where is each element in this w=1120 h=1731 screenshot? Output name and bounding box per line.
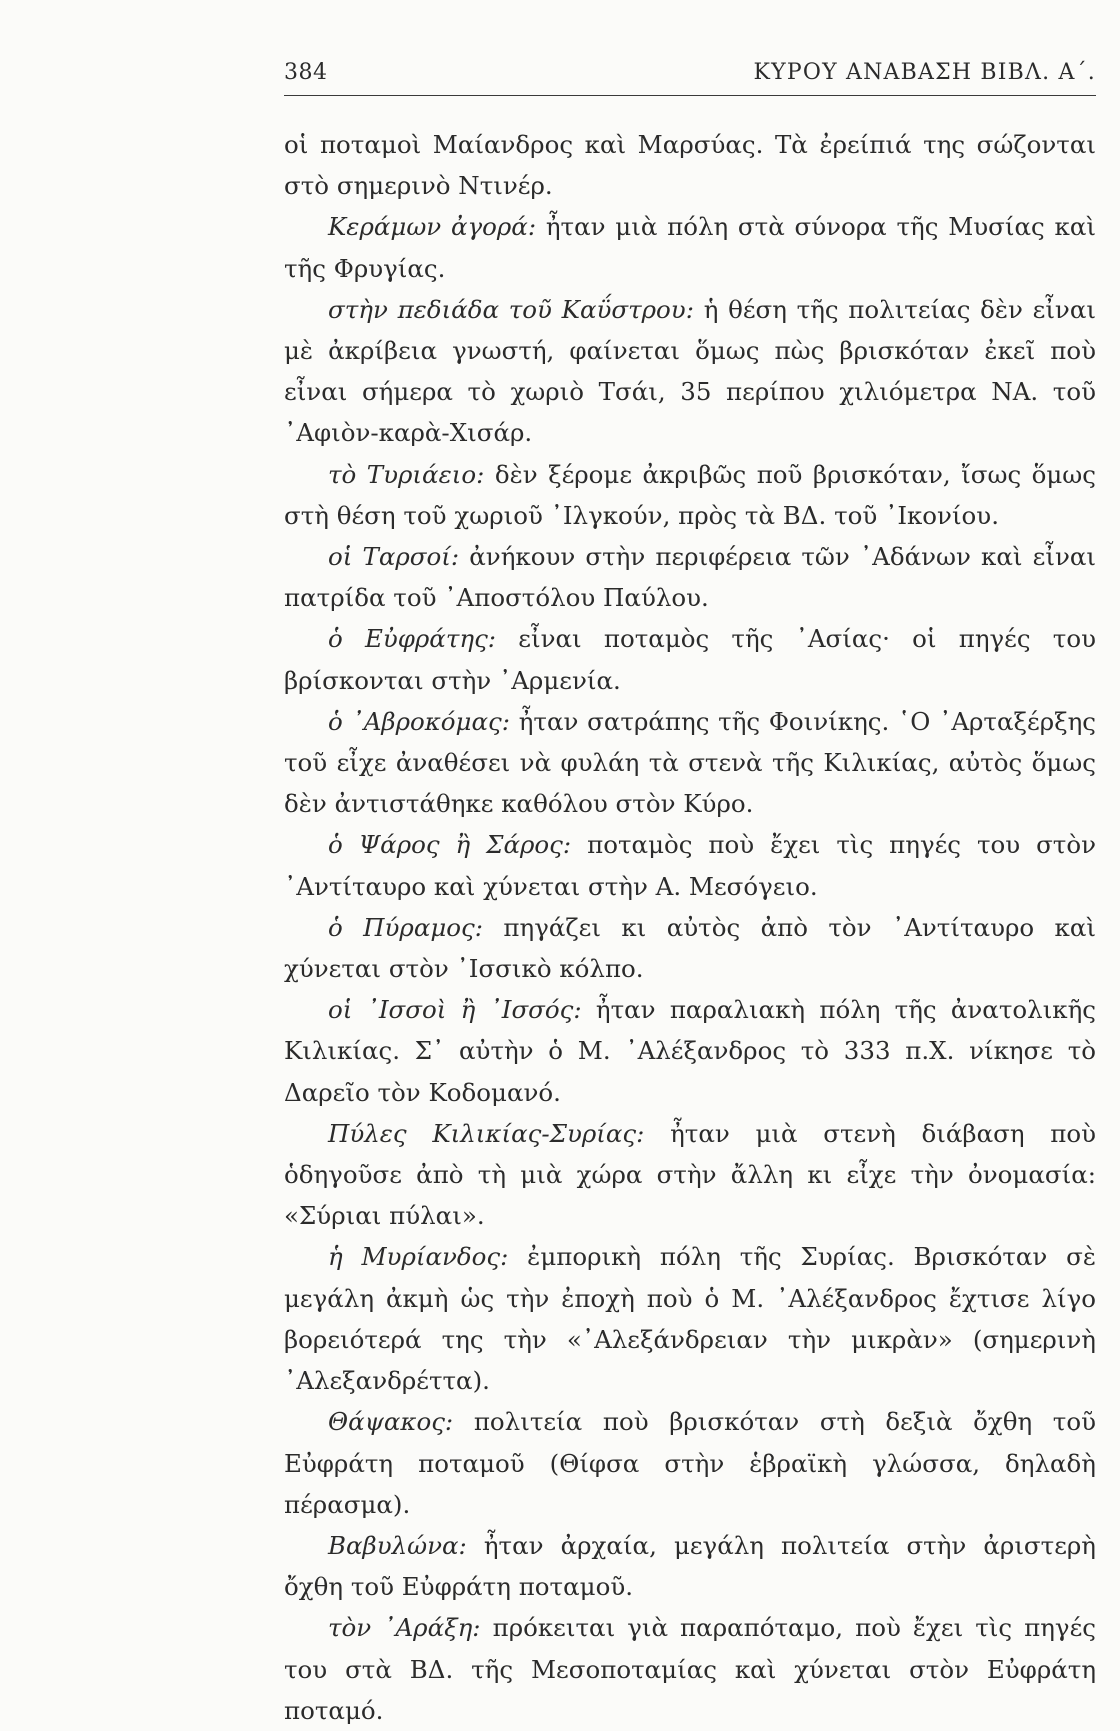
entry-description: εἶναι ποταμὸς τῆς ᾿Ασίας· οἱ πηγές του βρίσκονται στὴν ᾿Αρμενία.: [284, 624, 1096, 695]
entry-description: οἱ ποταμοὶ Μαίανδρος καὶ Μαρσύας. Τὰ ἐρείπιά της σώζονται στὸ σημερινὸ Ντινέρ.: [284, 130, 1096, 201]
glossary-entry: [284, 1525, 1096, 1607]
entry-term: τὸν ᾿Αράξη:: [328, 1613, 481, 1643]
entry-description: ἦταν σατράπης τῆς Φοινίκης. ῾Ο ᾿Αρταξέρξης τοῦ εἶχε ἀναθέσει νὰ φυλάη τὰ στενὰ τῆς Κιλικίας, αὐτὸς ὅμως δὲν ἀντιστάθηκε καθόλου στὸν Κύρο.: [284, 706, 1097, 819]
entry-term: ὁ Εὐφράτης:: [328, 624, 497, 654]
glossary-entry: [284, 1113, 1096, 1237]
glossary-entry: [284, 989, 1096, 1113]
running-title: ΚΥΡΟΥ ΑΝΑΒΑΣΗ ΒΙΒΛ. Α΄.: [753, 60, 1096, 85]
entry-term: Θάψακος:: [328, 1407, 454, 1437]
entry-term: Βαβυλώνα:: [328, 1530, 467, 1560]
entry-term: ἡ Μυρίανδος:: [328, 1242, 509, 1272]
entry-description: πρόκειται γιὰ παραπόταμο, ποὺ ἔχει τὶς πηγές του στὰ ΒΔ. τῆς Μεσοποταμίας καὶ χύνεται στὸν Εὐφράτη ποταμό.: [284, 1613, 1096, 1725]
glossary-entry: [284, 1607, 1096, 1731]
entry-term: ὁ Πύραμος:: [328, 912, 484, 942]
glossary-entry: [284, 206, 1096, 288]
glossary-entry: [284, 1401, 1096, 1525]
entry-term: ὁ Ψάρος ἢ Σάρος:: [328, 830, 572, 860]
entry-description: ἦταν μιὰ πόλη στὰ σύνορα τῆς Μυσίας καὶ τῆς Φρυγίας.: [284, 212, 1096, 283]
entry-term: οἱ ᾿Ισσοὶ ἢ ᾿Ισσός:: [328, 995, 582, 1025]
page-number: 384: [284, 60, 328, 85]
entry-term: Κεράμων ἀγορά:: [328, 212, 537, 242]
glossary-entry: [284, 454, 1096, 536]
glossary-entry: [284, 289, 1096, 454]
glossary-entry: [284, 618, 1096, 700]
glossary-entry: [284, 536, 1096, 618]
entry-description: ἦταν ἀρχαία, μεγάλη πολιτεία στὴν ἀριστερὴ ὄχθη τοῦ Εὐφράτη ποταμοῦ.: [284, 1530, 1096, 1602]
entry-description: πολιτεία ποὺ βρισκόταν στὴ δεξιὰ ὄχθη τοῦ Εὐφράτη ποταμοῦ (Θίφσα στὴν ἑβραϊκὴ γλώσσα, δηλαδὴ πέρασμα).: [284, 1407, 1096, 1519]
entry-description: ἀνήκουν στὴν περιφέρεια τῶν ᾿Αδάνων καὶ εἶναι πατρίδα τοῦ ᾿Αποστόλου Παύλου.: [284, 542, 1096, 613]
glossary-entry: [284, 701, 1096, 825]
glossary-entry: [284, 1236, 1096, 1401]
glossary-entry: [284, 824, 1096, 906]
entry-description: ἐμπορικὴ πόλη τῆς Συρίας. Βρισκόταν σὲ μεγάλη ἀκμὴ ὡς τὴν ἐποχὴ ποὺ ὁ Μ. ᾿Αλέξανδρος ἔχτισε λίγο βορειότερά της τὴν «᾿Αλεξάνδρειαν τὴν μικρὰν» (σημερινὴ ᾿Αλεξανδρέττα).: [284, 1242, 1096, 1396]
entry-description: ἦταν παραλιακὴ πόλη τῆς ἀνατολικῆς Κιλικίας. Σ᾿ αὐτὴν ὁ Μ. ᾿Αλέξανδρος τὸ 333 π.Χ. νίκησε τὸ Δαρεῖο τὸν Κοδομανό.: [284, 995, 1097, 1107]
entry-term: Πύλες Κιλικίας-Συρίας:: [328, 1118, 645, 1148]
glossary-entry: [284, 907, 1096, 989]
entry-term: οἱ Ταρσοί:: [328, 542, 460, 572]
entry-description: ἦταν μιὰ στενὴ διάβαση ποὺ ὁδηγοῦσε ἀπὸ τὴ μιὰ χώρα στὴν ἄλλη κι εἶχε τὴν ὀνομασία: «Σύριαι πύλαι».: [284, 1118, 1096, 1231]
entry-term: τὸ Τυριάειο:: [328, 459, 485, 489]
entry-description: ποταμὸς ποὺ ἔχει τὶς πηγές του στὸν ᾿Αντίταυρο καὶ χύνεται στὴν Α. Μεσόγειο.: [284, 830, 1097, 901]
entry-term: στὴν πεδιάδα τοῦ Καΰστρου:: [328, 294, 694, 324]
entry-description: δὲν ξέρομε ἀκριβῶς ποῦ βρισκόταν, ἴσως ὅμως στὴ θέση τοῦ χωριοῦ ᾿Ιλγκούν, πρὸς τὰ ΒΔ. τοῦ ᾿Ικονίου.: [284, 459, 1097, 530]
entry-description: πηγάζει κι αὐτὸς ἀπὸ τὸν ᾿Αντίταυρο καὶ χύνεται στὸν ᾿Ισσικὸ κόλπο.: [284, 912, 1096, 984]
header-rule: [284, 95, 1096, 96]
entry-term: ὁ ᾿Αβροκόμας:: [328, 706, 511, 736]
entry-description: ἡ θέση τῆς πολιτείας δὲν εἶναι μὲ ἀκρίβεια γνωστή, φαίνεται ὅμως πὼς βρισκόταν ἐκεῖ ποὺ εἶναι σήμερα τὸ χωριὸ Τσάι, 35 περίπου χιλιόμετρα ΝΑ. τοῦ ᾿Αφιὸν-καρὰ-Χισάρ.: [284, 294, 1096, 448]
glossary-text: [284, 124, 1096, 1731]
page-header: [284, 56, 1096, 96]
glossary-entry: [284, 124, 1096, 206]
